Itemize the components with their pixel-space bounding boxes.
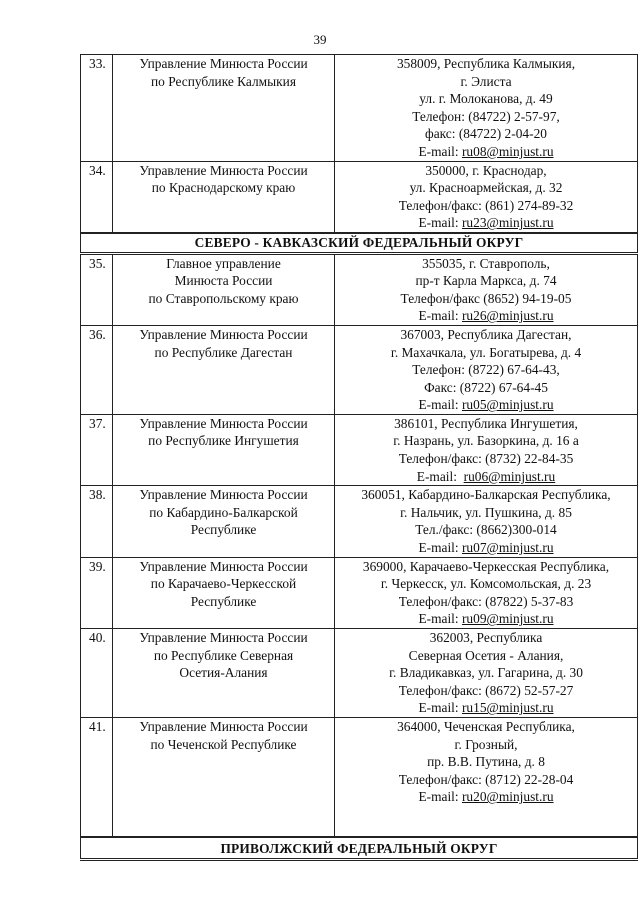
entry-number: 40. <box>81 629 113 718</box>
ministry-directory-table <box>80 54 638 861</box>
email-line <box>338 539 634 557</box>
organization-name-line: по Ставропольскому краю <box>148 290 299 306</box>
district-heading-north-caucasus: СЕВЕРО - КАВКАЗСКИЙ ФЕДЕРАЛЬНЫЙ ОКРУГ <box>81 233 638 253</box>
address-line: г. Элиста <box>460 73 512 89</box>
address-line: Телефон: (8722) 67-64-43, <box>412 362 560 378</box>
address-line: Телефон/факс: (8732) 22-84-35 <box>398 451 574 467</box>
organization-name-line: Управление Минюста России <box>139 718 308 734</box>
organization-name-line: по Республике Северная <box>153 647 294 663</box>
address-line: 364000, Чеченская Республика, <box>397 718 575 734</box>
district-heading-volga: ПРИВОЛЖСКИЙ ФЕДЕРАЛЬНЫЙ ОКРУГ <box>81 837 638 859</box>
table-row <box>81 486 638 557</box>
address-line: 367003, Республика Дагестан, <box>400 326 572 342</box>
email-line <box>338 214 634 232</box>
email-link[interactable]: ru07@minjust.ru <box>461 540 554 556</box>
email-line <box>338 699 634 717</box>
district-row <box>81 837 638 859</box>
email-link[interactable]: ru05@minjust.ru <box>461 397 554 413</box>
contact-address <box>335 486 638 557</box>
address-line: г. Нальчик, ул. Пушкина, д. 85 <box>400 504 572 520</box>
address-line: Телефон/факс: (87822) 5-37-83 <box>398 593 574 609</box>
email-label: E-mail: <box>418 397 462 413</box>
address-line: Телефон: (84722) 2-57-97, <box>412 108 560 124</box>
email-link[interactable]: ru06@minjust.ru <box>463 468 556 484</box>
address-line: г. Махачкала, ул. Богатырева, д. 4 <box>390 344 582 360</box>
entry-number: 41. <box>81 717 113 837</box>
address-line: ул. Красноармейская, д. 32 <box>409 180 563 196</box>
table-row <box>81 253 638 325</box>
email-link[interactable]: ru09@minjust.ru <box>461 611 554 627</box>
email-link[interactable]: ru26@minjust.ru <box>461 308 554 324</box>
table-row <box>81 414 638 485</box>
email-line <box>338 396 634 414</box>
organization-name-line: по Карачаево-Черкесской <box>150 576 297 592</box>
table-row <box>81 161 638 233</box>
email-line <box>338 610 634 628</box>
organization-name-line: по Чеченской Республике <box>150 736 297 752</box>
address-line: ул. г. Молоканова, д. 49 <box>419 91 553 107</box>
table-row <box>81 325 638 414</box>
organization-name-line: Республике <box>190 593 257 609</box>
address-line: 350000, г. Краснодар, <box>425 162 547 178</box>
organization-name-line: Республике <box>190 522 257 538</box>
address-line: 355035, г. Ставрополь, <box>422 255 550 271</box>
address-line: 362003, Республика <box>429 630 543 645</box>
organization-name-line: Главное управление <box>166 255 281 271</box>
address-line: пр. В.В. Путина, д. 8 <box>427 754 545 770</box>
page-number: 39 <box>313 32 327 47</box>
organization-name-line: Управление Минюста России <box>139 162 308 178</box>
table-row <box>81 55 638 162</box>
organization-name <box>113 717 335 837</box>
address-line: Факс: (8722) 67-64-45 <box>424 379 548 395</box>
email-label: E-mail: <box>418 215 462 231</box>
entry-number: 34. <box>81 161 113 233</box>
organization-name-line: Осетия-Алания <box>179 665 268 681</box>
address-line: г. Назрань, ул. Базоркина, д. 16 а <box>393 433 579 449</box>
organization-name-line: Управление Минюста России <box>139 558 308 574</box>
email-link[interactable]: ru23@minjust.ru <box>461 215 554 231</box>
address-line: 358009, Республика Калмыкия, <box>396 56 576 71</box>
entry-number: 36. <box>81 325 113 414</box>
contact-address <box>335 557 638 628</box>
email-label: E-mail: <box>418 308 462 324</box>
organization-name-line: Управление Минюста России <box>139 415 308 431</box>
contact-address <box>335 629 638 718</box>
entry-number: 39. <box>81 557 113 628</box>
address-line: г. Владикавказ, ул. Гагарина, д. 30 <box>389 665 583 681</box>
contact-address <box>335 717 638 837</box>
address-line: Телефон/факс: (8672) 52-57-27 <box>398 682 574 698</box>
table-row <box>81 557 638 628</box>
organization-name <box>113 414 335 485</box>
address-line: Северная Осетия - Алания, <box>408 647 564 663</box>
entry-number: 37. <box>81 414 113 485</box>
table-row <box>81 629 638 718</box>
contact-address <box>335 253 638 325</box>
organization-name <box>113 486 335 557</box>
organization-name <box>113 253 335 325</box>
address-line: г. Черкесск, ул. Комсомольская, д. 23 <box>380 576 592 592</box>
email-label: E-mail: <box>416 468 464 484</box>
organization-name-line: по Кабардино-Балкарской <box>149 504 298 520</box>
email-line <box>338 143 634 161</box>
entry-number: 35. <box>81 253 113 325</box>
organization-name <box>113 55 335 162</box>
entry-number: 33. <box>81 55 113 162</box>
email-link[interactable]: ru15@minjust.ru <box>461 700 554 716</box>
organization-name-line: по Республике Ингушетия <box>148 433 299 449</box>
organization-name-line: по Республике Калмыкия <box>151 73 296 89</box>
organization-name <box>113 629 335 718</box>
address-line: факс: (84722) 2-04-20 <box>425 126 547 142</box>
address-line: г. Грозный, <box>454 736 518 752</box>
address-line: Телефон/факс: (861) 274-89-32 <box>398 197 574 213</box>
address-line: Телефон/факс: (8712) 22-28-04 <box>398 771 574 787</box>
organization-name-line: по Краснодарскому краю <box>151 180 296 196</box>
email-label: E-mail: <box>418 540 462 556</box>
email-label: E-mail: <box>418 700 462 716</box>
organization-name-line: Управление Минюста России <box>139 487 308 503</box>
email-line <box>338 788 634 806</box>
organization-name-line: Минюста России <box>174 273 273 289</box>
email-label: E-mail: <box>418 789 462 805</box>
email-line <box>338 307 634 325</box>
district-row <box>81 233 638 253</box>
organization-name-line: Управление Минюста России <box>139 56 308 71</box>
contact-address <box>335 325 638 414</box>
entry-number: 38. <box>81 486 113 557</box>
address-line: 360051, Кабардино-Балкарская Республика, <box>361 487 611 503</box>
contact-address <box>335 55 638 162</box>
address-line: пр-т Карла Маркса, д. 74 <box>415 273 557 289</box>
organization-name-line: Управление Минюста России <box>139 326 308 342</box>
organization-name-line: по Республике Дагестан <box>154 344 293 360</box>
contact-address <box>335 161 638 233</box>
address-line: 369000, Карачаево-Черкесская Республика, <box>362 558 610 574</box>
email-label: E-mail: <box>418 611 462 627</box>
address-line: Тел./факс: (8662)300-014 <box>415 522 557 538</box>
address-line: Телефон/факс (8652) 94-19-05 <box>400 290 572 306</box>
email-link[interactable]: ru20@minjust.ru <box>461 789 554 805</box>
email-link[interactable]: ru08@minjust.ru <box>461 143 554 159</box>
email-line <box>338 468 634 486</box>
contact-address <box>335 414 638 485</box>
address-line: 386101, Республика Ингушетия, <box>394 415 578 431</box>
directory-body <box>81 55 638 860</box>
email-label: E-mail: <box>418 143 462 159</box>
organization-name <box>113 325 335 414</box>
organization-name <box>113 161 335 233</box>
organization-name-line: Управление Минюста России <box>139 630 308 645</box>
table-row <box>81 717 638 837</box>
organization-name <box>113 557 335 628</box>
